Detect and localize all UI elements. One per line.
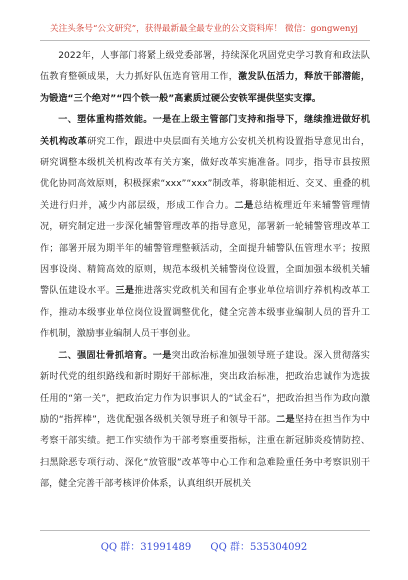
paragraph [40, 46, 370, 110]
bold-text: 激发队伍活力，释放干部潜能，为锻造“三个绝对”“四个铁一般”高素质过硬公安铁军提供坚实支撑。 [40, 72, 370, 104]
body-text: 坚持在担当作为中考察干部实绩。把工作实绩作为干部考察重要指标，注重在新冠肺炎疫情防控、扫黑除恶专项行动、深化“放管服”改革等中心工作和急难险重任务中考察识别干部，健全完善干部考核评价体系，认真组织开展机关 [40, 414, 370, 490]
bold-text: 二、强固壮骨抓培育。一是 [58, 350, 172, 361]
body-text: 研究工作，跟进中央层面有关地方公安机关机构设置指导意见出台，研究调整本级机关机构改革有关方案，做好改革实施准备。同步，指导市县按照优化协同高效原则，积极探索“xxx”“xxx”制改革，将职能相近、交叉、重叠的机关进行归并，减少内部层级，形成工作合力。 [40, 136, 370, 211]
qq-group-1: QQ 群：31991489 [100, 542, 192, 553]
footer-divider [40, 530, 370, 531]
qq-group-2: QQ 群：535304092 [210, 542, 308, 553]
paragraph [40, 346, 370, 496]
paragraph [40, 110, 370, 345]
bold-text: 一、塑体重构搭效能。一是在上级主管部门支持和指导下，继续推进做好机关机构改革 [40, 115, 370, 147]
bold-text: 二是 [276, 414, 295, 425]
page-header: 关注头条号“公文研究”，获得最新最全最专业的公文资料库！ 微信：gongwenyj [50, 24, 358, 34]
page-footer [0, 538, 408, 553]
header-divider [40, 40, 370, 41]
body-text: 突出政治标准加强领导班子建设。深入贯彻落实新时代党的组织路线和新时期好干部标准，突出政治标准，把政治忠诚作为选拔任用的“第一关”，把政治定力作为识事识人的“试金石”，把政治担当作为政向激励的“指挥棒”，选优配强各级机关领导班子和领导干部。 [40, 350, 370, 425]
body-text: 总结梳理近年来辅警管理情况，研究制定进一步深化辅警管理改革的指导意见，部署新一轮辅警管理改革工作；部署开展为期半年的辅警管理整顿活动，全面提升辅警队伍管理水平；按照因事设岗、精简高效的原则，规范本级机关辅警岗位设置，全面加强本级机关辅警队伍建设水平。 [40, 200, 370, 297]
document-body [40, 46, 370, 496]
bold-text: 三是 [115, 286, 135, 297]
body-text: 2022年，人事部门将紧上级党委部署，持续深化巩固党史学习教育和政法队伍教育整顿成果，大力抓好队伍选育管用工作， [40, 51, 370, 83]
bold-text: 二是 [234, 200, 254, 211]
body-text: 推进落实党政机关和国有企事业单位培训疗养机构改革工作，推动本级事业单位岗位设置调整优化，健全完善本级事业编制人员的晋升工作机制，激励事业编制人员干事创业。 [40, 286, 370, 340]
